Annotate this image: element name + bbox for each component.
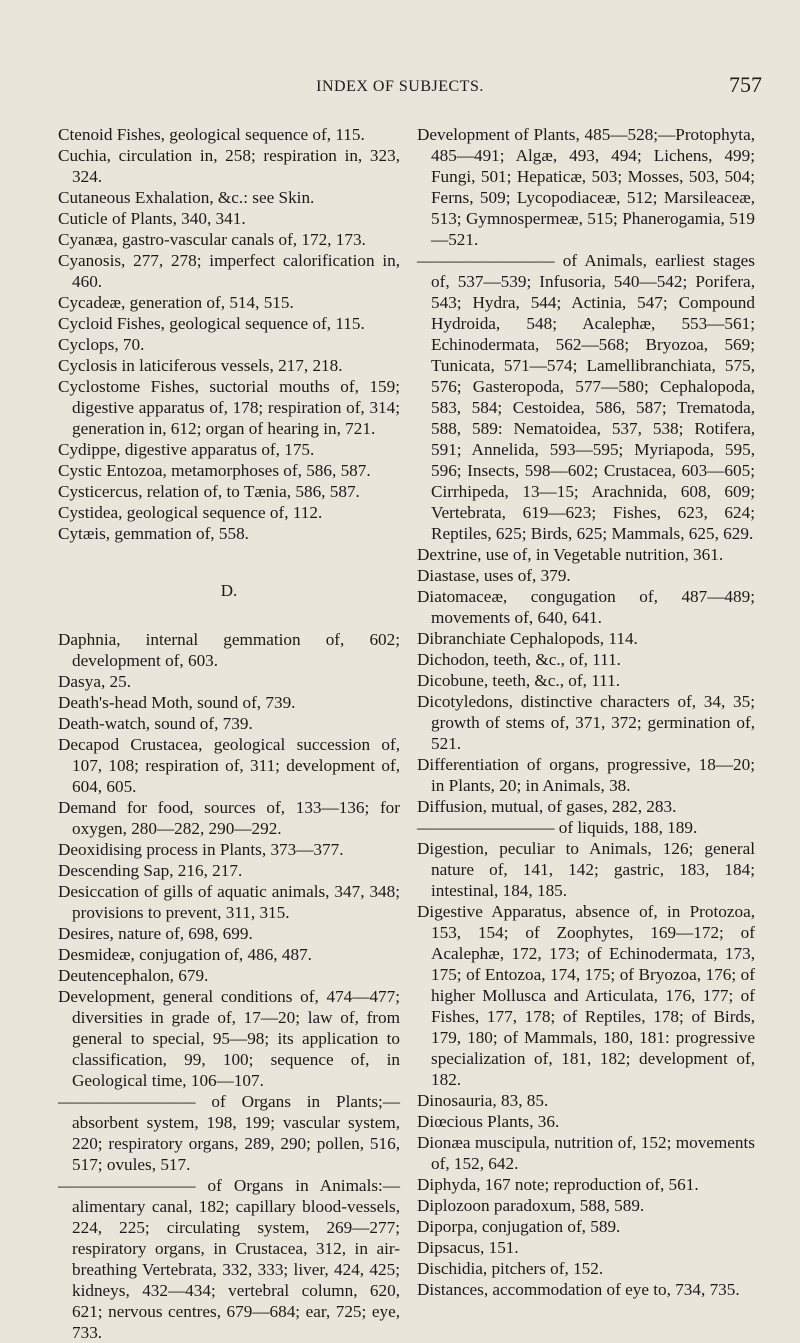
index-entry: Cuticle of Plants, 340, 341.: [58, 209, 246, 228]
index-entry: Dionæa muscipula, nutrition of, 152; movements of, 152, 642.: [417, 1133, 755, 1173]
index-entry: Desires, nature of, 698, 699.: [58, 924, 253, 943]
index-entry: Cysticercus, relation of, to Tænia, 586, 587.: [58, 482, 360, 501]
running-head: INDEX OF SUBJECTS.: [316, 78, 484, 95]
index-entry: Ctenoid Fishes, geological sequence of, 115.: [58, 125, 365, 144]
index-entry: Dibranchiate Cephalopods, 114.: [417, 629, 638, 648]
index-entry: Cystidea, geological sequence of, 112.: [58, 503, 323, 522]
index-entry: Demand for food, sources of, 133—136; for oxygen, 280—282, 290—292.: [58, 798, 400, 838]
index-entry: Differentiation of organs, progressive, 18—20; in Plants, 20; in Animals, 38.: [417, 755, 755, 795]
index-entry: Cycadeæ, generation of, 514, 515.: [58, 293, 294, 312]
index-entry: Dextrine, use of, in Vegetable nutrition, 361.: [417, 545, 724, 564]
index-entry: Diporpa, conjugation of, 589.: [417, 1217, 621, 1236]
index-entry: Dipsacus, 151.: [417, 1238, 519, 1257]
index-entry: Cydippe, digestive apparatus of, 175.: [58, 440, 315, 459]
index-entry: Dinosauria, 83, 85.: [417, 1091, 549, 1110]
left-column: [58, 124, 400, 1343]
index-entry: ———————— of liquids, 188, 189.: [417, 818, 698, 837]
index-entry: Digestive Apparatus, absence of, in Protozoa, 153, 154; of Zoophytes, 169—172; of Acalephæ, 172, 173; of Echinodermata, 173, 175; of Entozoa, 174, 175; of Bryozoa, 176; of higher Mollusca and Articulata, 176, 177; of Fishes, 177, 178; of Reptiles, 178; of Birds, 179, 180; of Mammals, 180, 181: progressive specialization of, 181, 182; development of, 182.: [417, 902, 755, 1089]
index-entry: Cyanosis, 277, 278; imperfect calorification in, 460.: [58, 251, 400, 291]
index-entry: Development of Plants, 485—528;—Protophyta, 485—491; Algæ, 493, 494; Lichens, 499; Fungi, 501; Hepaticæ, 503; Mosses, 503, 504; Ferns, 509; Lycopodiaceæ, 512; Marsileaceæ, 513; Gymnospermeæ, 515; Phanerogamia, 519—521.: [417, 125, 755, 249]
index-entry: Cyanæa, gastro-vascular canals of, 172, 173.: [58, 230, 366, 249]
index-entry: Death's-head Moth, sound of, 739.: [58, 693, 296, 712]
index-entry: Cytæis, gemmation of, 558.: [58, 524, 249, 543]
index-entry: Cyclops, 70.: [58, 335, 145, 354]
index-entry: Distances, accommodation of eye to, 734, 735.: [417, 1280, 740, 1299]
index-entry: Diphyda, 167 note; reproduction of, 561.: [417, 1175, 699, 1194]
index-entry: Cystic Entozoa, metamorphoses of, 586, 587.: [58, 461, 371, 480]
index-entry: Dicotyledons, distinctive characters of, 34, 35; growth of stems of, 371, 372; germination of, 521.: [417, 692, 755, 753]
index-entry: Dichodon, teeth, &c., of, 111.: [417, 650, 621, 669]
index-entry: Dischidia, pitchers of, 152.: [417, 1259, 604, 1278]
index-entry: Deutencephalon, 679.: [58, 966, 209, 985]
index-entry: Development, general conditions of, 474—477; diversities in grade of, 17—20; law of, from general to special, 95—98; its application to classification, 99, 100; sequence of, in Geological time, 106—107.: [58, 987, 400, 1090]
section-letter: D.: [220, 581, 238, 600]
index-entry: Diatomaceæ, congugation of, 487—489; movements of, 640, 641.: [417, 587, 755, 627]
index-entry: Dicobune, teeth, &c., of, 111.: [417, 671, 621, 690]
index-entry: Cycloid Fishes, geological sequence of, 115.: [58, 314, 365, 333]
index-entry: Deoxidising process in Plants, 373—377.: [58, 840, 344, 859]
index-entry: Digestion, peculiar to Animals, 126; general nature of, 141, 142; gastric, 183, 184; intestinal, 184, 185.: [417, 839, 755, 900]
index-entry: Daphnia, internal gemmation of, 602; development of, 603.: [58, 630, 400, 670]
index-entry: Desmideæ, conjugation of, 486, 487.: [58, 945, 312, 964]
index-entry: Death-watch, sound of, 739.: [58, 714, 253, 733]
index-entry: ———————— of Animals, earliest stages of, 537—539; Infusoria, 540—542; Porifera, 543; Hydra, 544; Actinia, 547; Compound Hydroida, 548; Acalephæ, 553—561; Echinodermata, 562—568; Bryozoa, 569; Tunicata, 571—574; Lamellibranchiata, 575, 576; Gasteropoda, 577—580; Cephalopoda, 583, 584; Cestoidea, 586, 587; Trematoda, 588, 589: Nematoidea, 537, 538; Rotifera, 591; Annelida, 593—595; Myriapoda, 595, 596; Insects, 598—602; Crustacea, 603—605; Cirrhipeda, 13—15; Arachnida, 608, 609; Vertebrata, 619—623; Fishes, 623, 624; Reptiles, 625; Birds, 625; Mammals, 625, 629.: [417, 251, 755, 543]
index-entry: ———————— of Organs in Plants;—absorbent system, 198, 199; vascular system, 220; respiratory organs, 289, 290; pollen, 516, 517; ovules, 517.: [58, 1092, 400, 1174]
page-number: 757: [729, 72, 762, 97]
index-entry: Diffusion, mutual, of gases, 282, 283.: [417, 797, 677, 816]
index-entry: ———————— of Organs in Animals:—alimentary canal, 182; capillary blood-vessels, 224, 225; circulating system, 269—277; respiratory organs, in Crustacea, 312, in air-breathing Vertebrata, 332, 333; liver, 424, 425; kidneys, 432—434; vertebral column, 620, 621; nervous centres, 679—684; ear, 725; eye, 733.: [58, 1176, 400, 1342]
index-entry: Diplozoon paradoxum, 588, 589.: [417, 1196, 645, 1215]
index-entry: Cyclosis in laticiferous vessels, 217, 218.: [58, 356, 343, 375]
index-entry: Decapod Crustacea, geological succession of, 107, 108; respiration of, 311; development of, 604, 605.: [58, 735, 400, 796]
index-entry: Desiccation of gills of aquatic animals, 347, 348; provisions to prevent, 311, 315.: [58, 882, 400, 922]
index-entry: Diœcious Plants, 36.: [417, 1112, 560, 1131]
index-entry: Dasya, 25.: [58, 672, 132, 691]
right-column: [417, 124, 755, 1300]
index-entry: Cyclostome Fishes, suctorial mouths of, 159; digestive apparatus of, 178; respiration of, 314; generation in, 612; organ of hearing in, 721.: [58, 377, 400, 438]
index-entry: Descending Sap, 216, 217.: [58, 861, 243, 880]
index-entry: Diastase, uses of, 379.: [417, 566, 571, 585]
index-entry: Cutaneous Exhalation, &c.: see Skin.: [58, 188, 315, 207]
index-entry: Cuchia, circulation in, 258; respiration in, 323, 324.: [58, 146, 400, 186]
